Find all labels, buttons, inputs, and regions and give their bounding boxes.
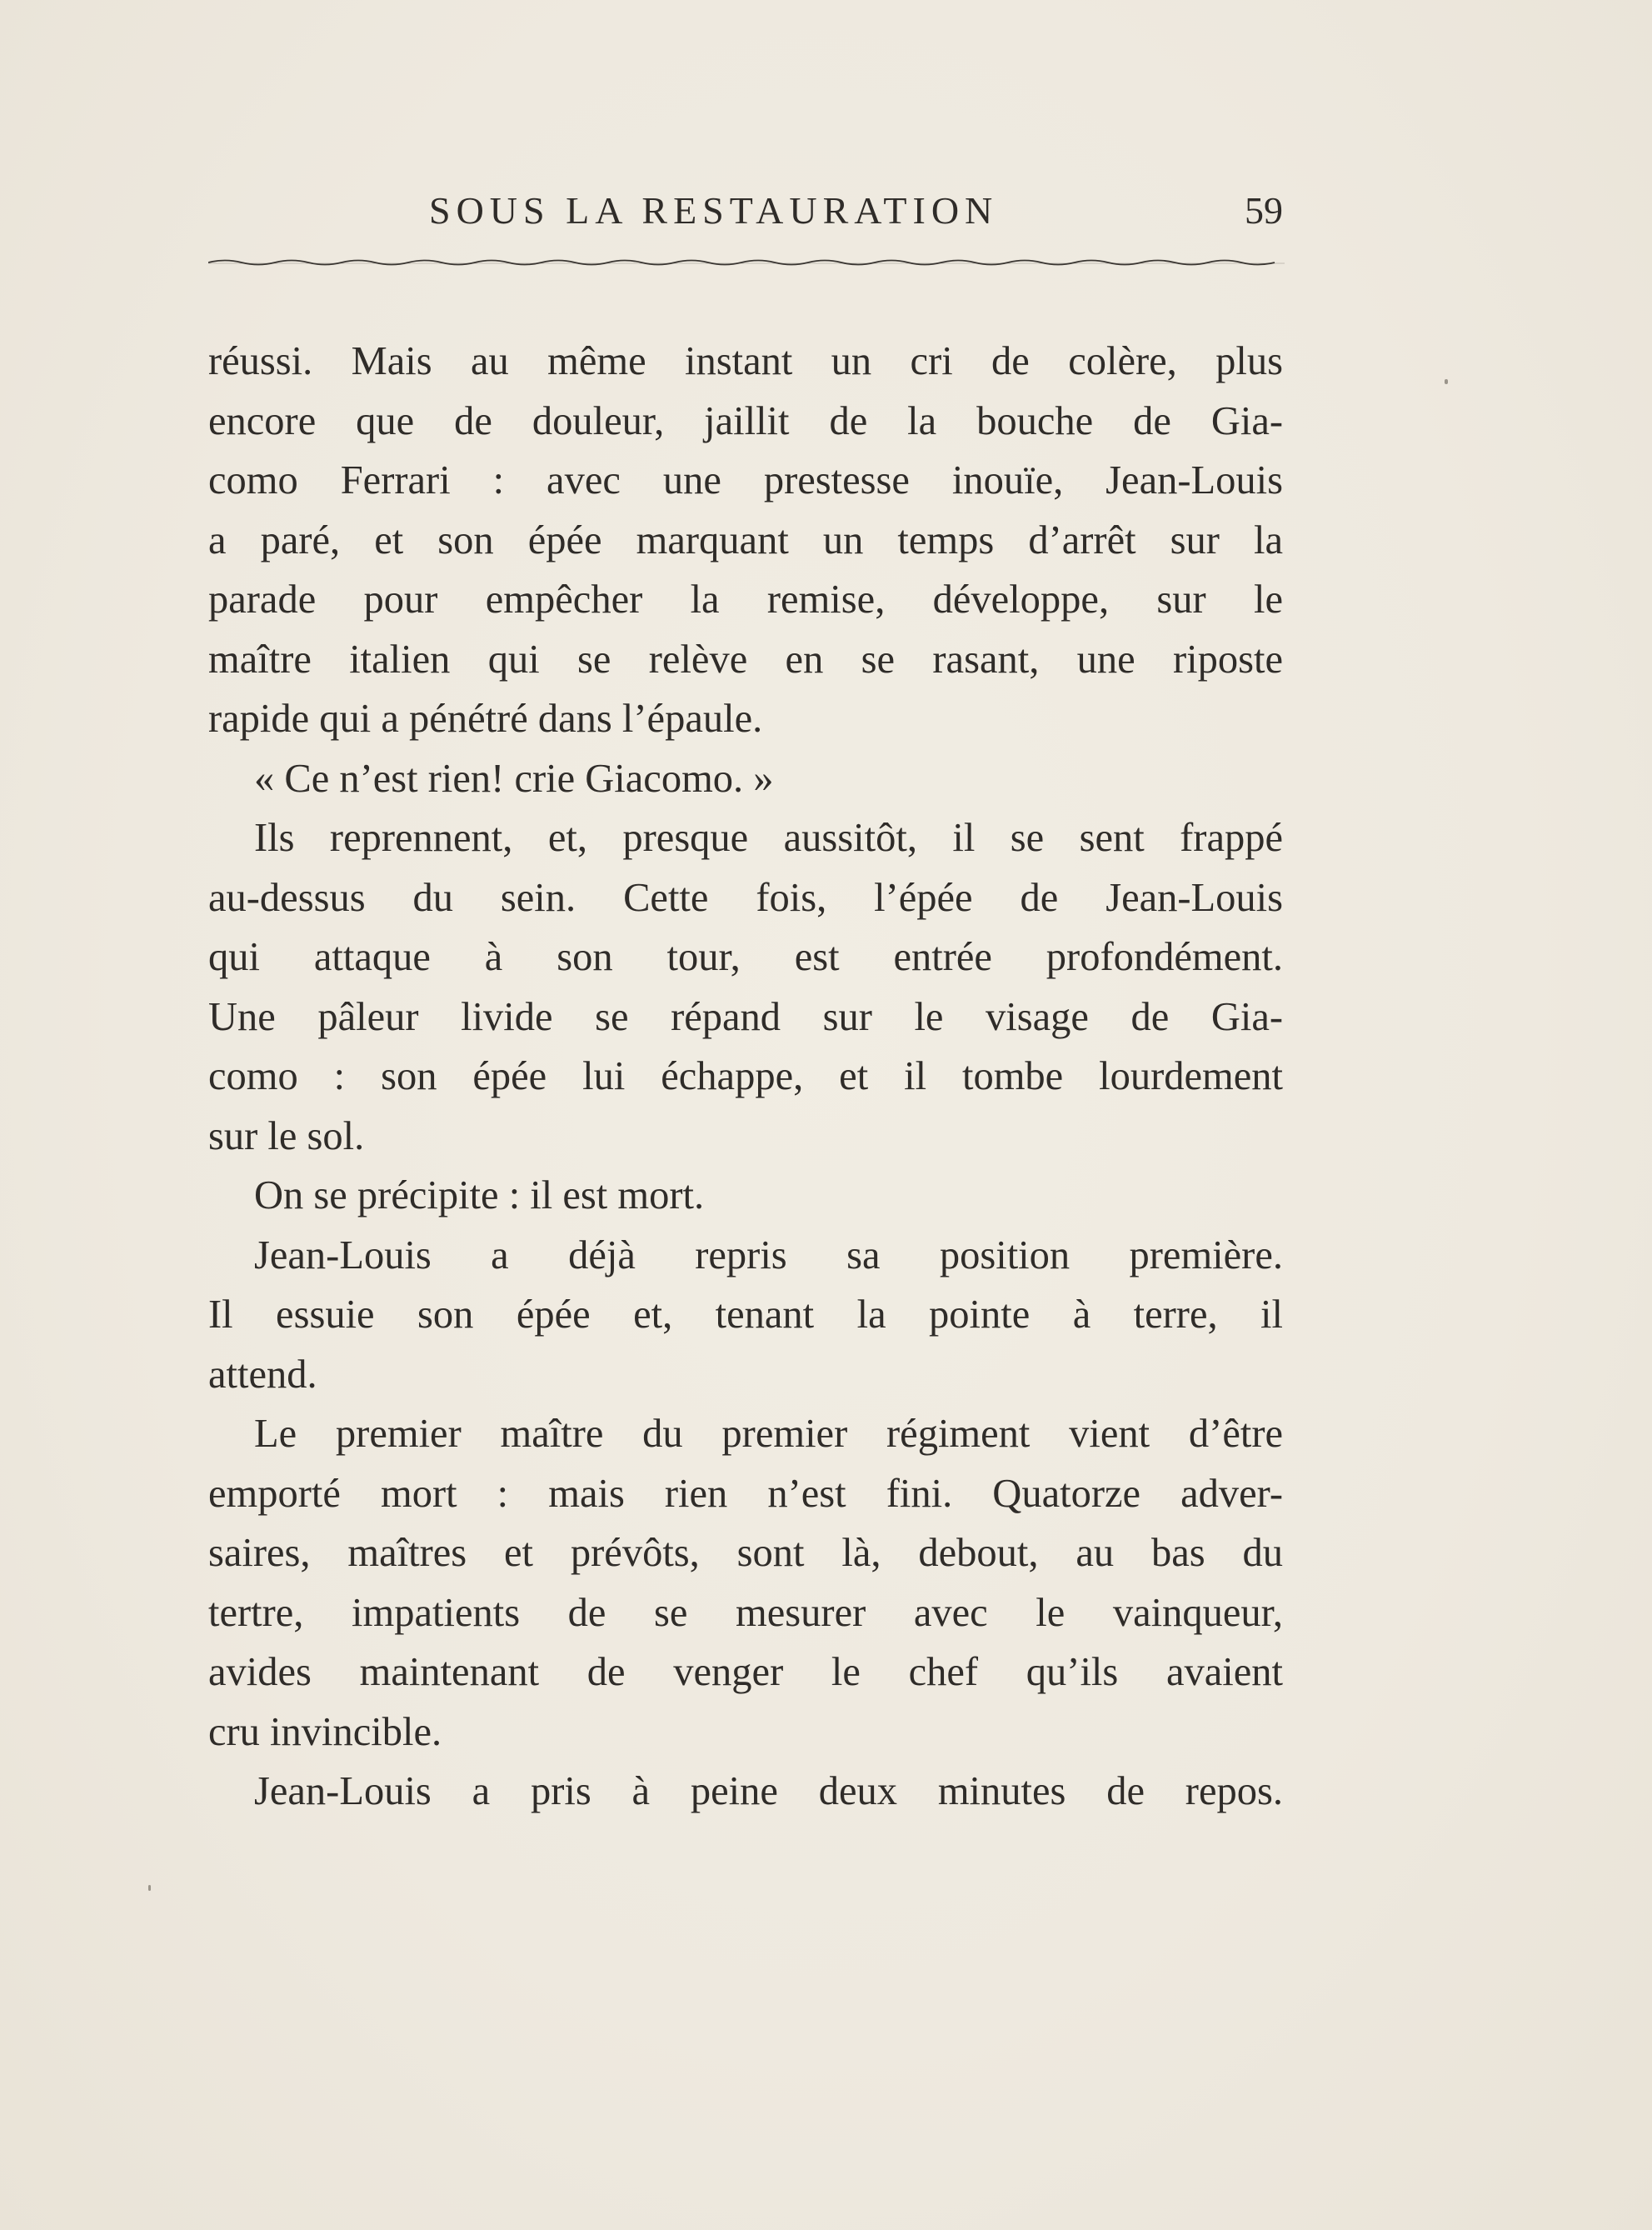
text-line: rapide qui a pénétré dans l’épaule. <box>208 697 763 741</box>
text-line: emporté mort : mais rien n’est fini. Quatorze adver- <box>208 1471 1283 1516</box>
text-line: parade pour empêcher la remise, développe, sur le <box>208 578 1283 622</box>
text-line: sur le sol. <box>208 1113 365 1158</box>
text-line: Il essuie son épée et, tenant la pointe à terre, il <box>208 1292 1283 1337</box>
text-line: como Ferrari : avec une prestesse inouïe, Jean-Louis <box>208 458 1283 502</box>
text-line: saires, maîtres et prévôts, sont là, debout, au bas du <box>208 1531 1283 1575</box>
paper-speck <box>1445 379 1448 384</box>
text-line: avides maintenant de venger le chef qu’ils avaient <box>208 1650 1283 1694</box>
text-line: « Ce n’est rien! crie Giacomo. » <box>254 756 774 801</box>
ornamental-rule <box>208 257 1285 268</box>
text-line: Une pâleur livide se répand sur le visage de Gia- <box>208 994 1283 1039</box>
text-line: maître italien qui se relève en se rasant, une riposte <box>208 637 1283 682</box>
body-text <box>208 332 1283 1822</box>
text-line: Jean-Louis a déjà repris sa position première. <box>254 1232 1283 1278</box>
text-line: On se précipite : il est mort. <box>254 1173 705 1218</box>
text-line: tertre, impatients de se mesurer avec le vainqueur, <box>208 1590 1283 1635</box>
text-line: au-dessus du sein. Cette fois, l’épée de Jean-Louis <box>208 875 1283 920</box>
text-line: attend. <box>208 1352 317 1397</box>
text-line: encore que de douleur, jaillit de la bouche de Gia- <box>208 398 1283 443</box>
running-title: SOUS LA RESTAURATION <box>429 189 999 232</box>
text-line: Ils reprennent, et, presque aussitôt, il se sent frappé <box>254 816 1283 860</box>
text-line: qui attaque à son tour, est entrée profondément. <box>208 935 1283 979</box>
text-line: cru invincible. <box>208 1709 442 1754</box>
page-number: 59 <box>1245 189 1283 232</box>
text-line: Jean-Louis a pris à peine deux minutes de repos. <box>254 1769 1283 1813</box>
text-line: a paré, et son épée marquant un temps d’arrêt sur la <box>208 518 1283 562</box>
paper-speck <box>148 1885 151 1891</box>
text-line: réussi. Mais au même instant un cri de colère, plus <box>208 339 1283 383</box>
running-head <box>208 182 1283 240</box>
text-line: Le premier maître du premier régiment vient d’être <box>254 1412 1283 1456</box>
text-line: como : son épée lui échappe, et il tombe lourdement <box>208 1054 1283 1098</box>
